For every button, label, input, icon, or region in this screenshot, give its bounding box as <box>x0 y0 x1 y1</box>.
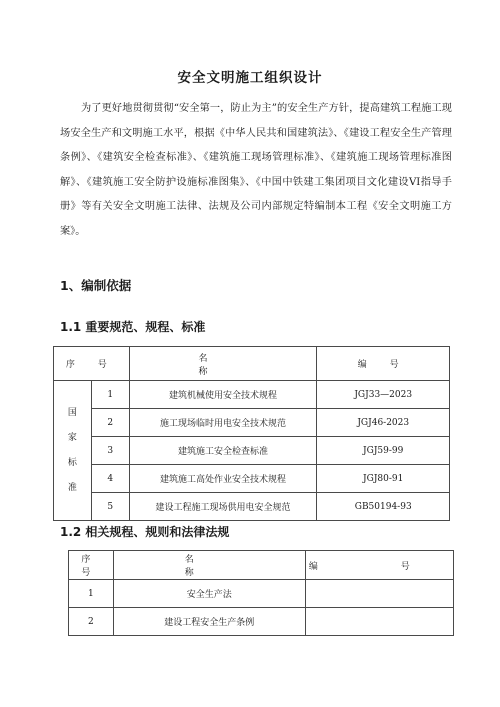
row-number: 2 <box>69 608 114 636</box>
intro-paragraph: 为了更好地贯彻贯彻“安全第一，防止为主”的安全生产方针，提高建筑工程施工现场安全生产和文明施工水平，根据《中华人民共和国建筑法》、《建设工程安全生产管理条例》、《建筑安全检查标准》、《建筑施工现场管理标准》、《建筑施工现场管理标准图解》、《建筑施工安全防护设施标准图集》、《中国中铁建工集团项目文化建设VI指导手册》等有关安全文明施工法律、法规及公司内部规定特编制本工程《安全文明施工方案》。 <box>60 103 452 237</box>
row-name: 建筑施工高处作业安全技术规程 <box>129 465 317 493</box>
subsection-heading-regulations: 1.2 相关规程、规则和法律法规 <box>60 525 230 539</box>
table-row <box>54 465 450 493</box>
group-label-national-standard: 国 家 标 准 <box>54 381 92 521</box>
row-code <box>305 580 453 608</box>
standards-table <box>53 346 450 521</box>
row-number: 1 <box>69 580 114 608</box>
row-number: 3 <box>91 437 129 465</box>
row-code: JGJ33—2023 <box>317 381 450 409</box>
row-name: 施工现场临时用电安全技术规范 <box>129 409 317 437</box>
table-row <box>54 493 450 521</box>
row-name: 建筑施工安全检查标准 <box>129 437 317 465</box>
table-row <box>54 437 450 465</box>
header-serial: 序 号 <box>54 347 130 381</box>
row-name: 建筑机械使用安全技术规程 <box>129 381 317 409</box>
header-serial: 序 号 <box>69 551 114 580</box>
table-row <box>54 409 450 437</box>
table-header-row <box>69 551 454 580</box>
header-code: 编 号 <box>305 551 453 580</box>
table-row <box>69 608 454 636</box>
subsection-heading-standards: 1.1 重要规范、规程、标准 <box>60 320 206 334</box>
row-name: 建设工程施工现场供用电安全规范 <box>129 493 317 521</box>
row-number: 4 <box>91 465 129 493</box>
table-header-row <box>54 347 450 381</box>
row-code: JGJ80-91 <box>317 465 450 493</box>
regulations-table <box>68 550 454 636</box>
row-name: 安全生产法 <box>113 580 305 608</box>
row-number: 2 <box>91 409 129 437</box>
row-code: JGJ46-2023 <box>317 409 450 437</box>
row-number: 5 <box>91 493 129 521</box>
header-name: 名 称 <box>129 347 317 381</box>
table-row <box>69 580 454 608</box>
row-number: 1 <box>91 381 129 409</box>
header-code: 编 号 <box>317 347 450 381</box>
section-heading-basis: 1、编制依据 <box>60 278 132 293</box>
row-name: 建设工程安全生产条例 <box>113 608 305 636</box>
row-code: GB50194-93 <box>317 493 450 521</box>
row-code <box>305 608 453 636</box>
table-row <box>54 381 450 409</box>
header-name: 名 称 <box>113 551 305 580</box>
document-title: 安全文明施工组织设计 <box>177 70 323 86</box>
row-code: JGJ59-99 <box>317 437 450 465</box>
